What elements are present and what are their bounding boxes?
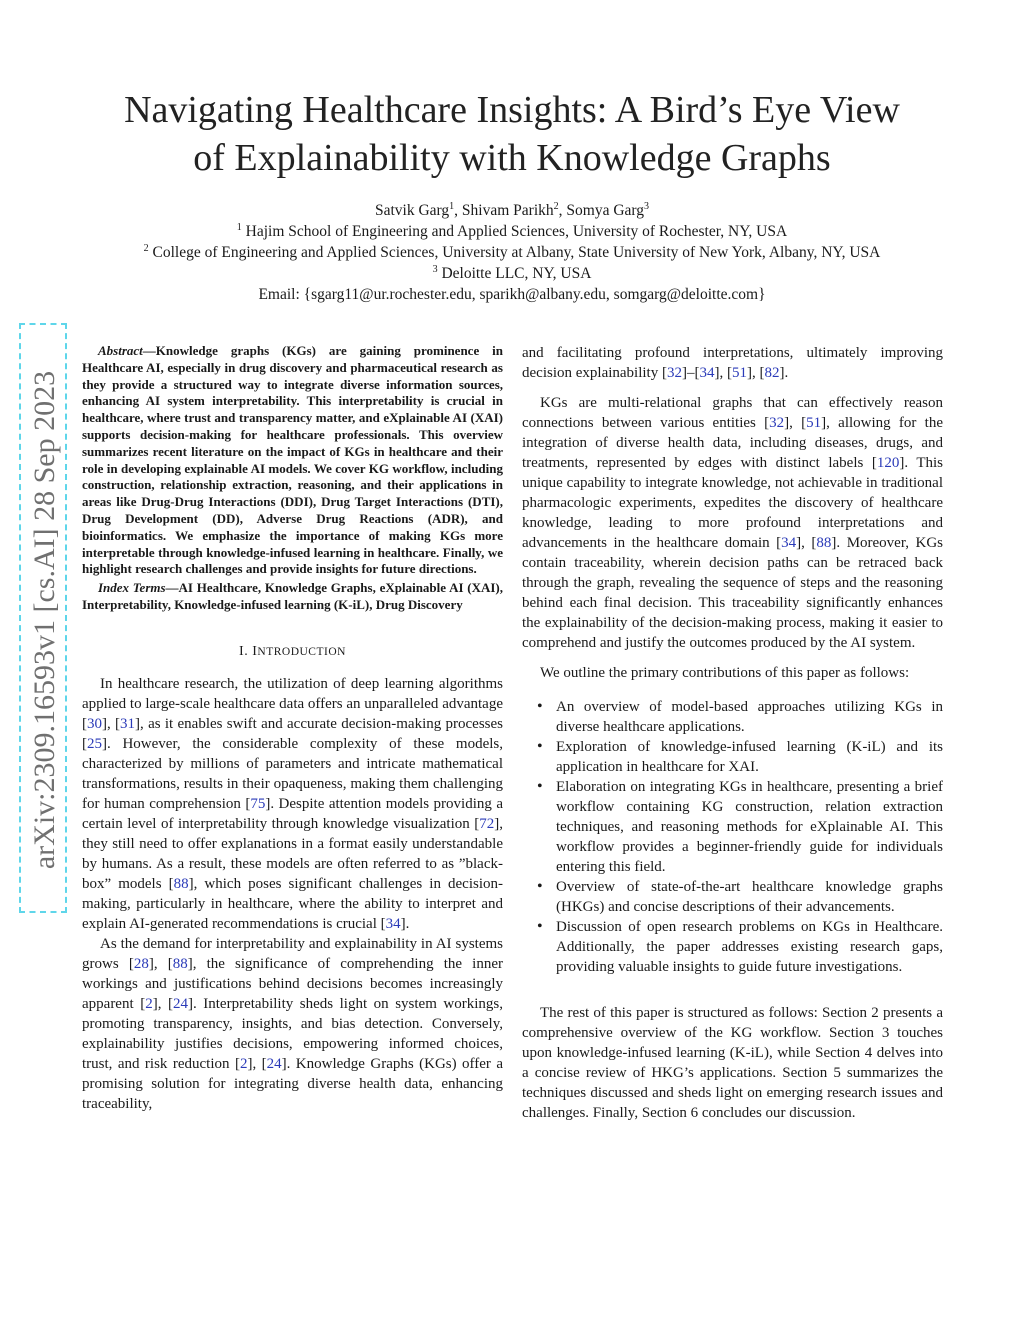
affiliation-text: College of Engineering and Applied Sciences, University at Albany, State University of New York, Albany, NY, USA (152, 244, 881, 261)
author-name: Satvik Garg (374, 202, 450, 219)
paper-title (60, 86, 964, 182)
citation-link[interactable]: 25 (87, 735, 102, 752)
text-run: , (801, 535, 812, 551)
index-terms-label: Index Terms (98, 580, 166, 596)
index-terms-text: —AI Healthcare, Knowledge Graphs, eXplainable AI (XAI), Interpretability, Knowledge-infused learning (K-iL), Drug Discovery (82, 580, 503, 612)
author-email: Email: {sgarg11@ur.rochester.edu, sparikh@albany.edu, somgarg@deloitte.com} (258, 286, 766, 303)
text-run: , (153, 955, 168, 972)
title-line-1: Navigating Healthcare Insights: A Bird’s Eye View (124, 89, 900, 131)
text-run: . Despite attention models providing a certain level of interpretability through knowledge visualization (82, 795, 503, 832)
section-title-rest: NTRODUCTION (257, 645, 346, 658)
text-run: , (107, 715, 116, 732)
section-heading-introduction (82, 642, 503, 662)
author-sup: 2 (553, 200, 559, 212)
text-run: , as it enables swift and accurate decision-making processes (140, 715, 504, 732)
author-name: Shivam Parikh (461, 202, 554, 219)
title-line-2: of Explainability with Knowledge Graphs (193, 137, 831, 179)
citation-link[interactable]: 51 (731, 365, 747, 381)
author-name: Somya Garg (566, 202, 645, 219)
right-paragraph-2: KGs are multi-relational graphs that can effectively reason connections between various entities [32], [51], allowing for the integration of diverse health data, including diseases, drugs, and treatments, represented by edges with distinct labels [120]. This unique capability to integrate knowledge, not achievable in traditional pharmacologic experiments, expedites the discovery of healthcare knowledge, leading to more profound interpretations and advancements in the healthcare domain [34], [88]. Moreover, KGs contain traceability, wherein decision paths can be retraced back through the graph, revealing the sequence of steps and the reasoning behind each final decision. This traceability significantly enhances the explainability of the decision-making process, making it easier to comprehend and justify the outcomes produced by the AI system. (522, 395, 943, 651)
citation-link[interactable]: 24 (266, 1055, 282, 1072)
text-run: . This unique capability to integrate knowledge, not achievable in traditional pharmacologic experiments, expedites the discovery of healthcare knowledge, leading to more profound interpretations and advancements in the healthcare domain (522, 455, 943, 551)
right-paragraph-1: and facilitating profound interpretations, ultimately improving decision explainability [32]–[34], [51], [82]. (522, 345, 943, 381)
affiliation-text: Hajim School of Engineering and Applied Sciences, University of Rochester, NY, USA (245, 223, 788, 240)
citation-link[interactable]: 51 (806, 415, 822, 431)
text-run: . However, the considerable complexity of these models, characterized by millions of parameters and intricate mathematical transformations, results in their opaqueness, making them challenging for human comprehension (82, 735, 503, 812)
list-item: • Overview of state-of-the-art healthcare knowledge graphs (HKGs) and concise descriptions of their advancements. (556, 877, 943, 917)
paper-structure-paragraph: The rest of this paper is structured as follows: Section 2 presents a comprehensive overview of the KG workflow. Section 3 touches upon knowledge-infused learning (K-iL), while Section 4 delves into a concise review of HKG’s applications. Section 5 summarizes the techniques discussed and sheds light on emerging research issues and challenges. Finally, Section 6 concludes our discussion. (522, 1005, 943, 1121)
section-number: I. (239, 643, 249, 659)
arxiv-sidebar[interactable] (19, 323, 67, 913)
text-run: . (784, 365, 789, 381)
citation-link[interactable]: 120 (876, 455, 900, 471)
text-run: – (686, 365, 695, 381)
citation-link[interactable]: 32 (769, 415, 785, 431)
citation-link[interactable]: 30 (87, 715, 102, 732)
citation-link[interactable]: 88 (816, 535, 832, 551)
text-run: . Interpretability sheds light on system workings, promoting transparency, insights, and bias detection. Conversely, explainability justifies decisions, empowering informed choices, trust, and risk reduction (82, 995, 504, 1072)
text-run: , (719, 365, 727, 381)
citation-link[interactable]: 2 (145, 995, 153, 1012)
affiliation-sup: 1 (236, 221, 242, 233)
citation-link[interactable]: 32 (666, 365, 682, 381)
citation-link[interactable]: 28 (133, 955, 149, 972)
citation-link[interactable]: 34 (699, 365, 715, 381)
intro-paragraph-2: As the demand for interpretability and explainability in AI systems grows [28], [88], the significance of comprehending the inner workings and justifications behind decisions becomes increasingly apparent [2], [24]. Interpretability sheds light on system workings, promoting transparency, insights, and bias detection. Conversely, explainability justifies decisions, empowering informed choices, trust, and risk reduction [2], [24]. Knowledge Graphs (KGs) offer a promising solution for integrating diverse health data, enhancing traceability, (82, 935, 504, 1112)
text-run: and facilitating profound interpretations, ultimately improving decision explainability (522, 345, 943, 381)
right-column (522, 343, 943, 1123)
text-run: , they still need to offer explanations in a format easily understandable by humans. As a result, these models are often referred to as ”black-box” models (82, 815, 503, 892)
citation-link[interactable]: 82 (764, 365, 780, 381)
abstract-label: Abstract (98, 343, 143, 358)
left-column (82, 343, 503, 1114)
text-run: , which poses significant challenges in decision-making, particularly in healthcare, where the ability to interpret and explain AI-generated recommendations is crucial (82, 875, 503, 932)
citation-link[interactable]: 31 (120, 715, 136, 732)
text-run: As the demand for interpretability and explainability in AI systems grows (82, 935, 503, 972)
text-run: , (157, 995, 168, 1012)
text-run: KGs are multi-relational graphs that can effectively reason connections between various entities (522, 395, 943, 431)
text-run: , allowing for the integration of diverse health data, including diseases, drugs, and treatments, represented by edges with distinct labels (522, 415, 943, 471)
index-terms (82, 580, 503, 614)
list-item: • Exploration of knowledge-infused learning (K-iL) and its application in healthcare for XAI. (556, 737, 943, 777)
intro-paragraph-1: In healthcare research, the utilization of deep learning algorithms applied to large-scale healthcare data offers an unparalleled advantage [30], [31], as it enables swift and accurate decision-making processes [25]. However, the considerable complexity of these models, characterized by millions of parameters and intricate mathematical transformations, results in their opaqueness, making them challenging for human comprehension [75]. Despite attention models providing a certain level of interpretability through knowledge visualization [72], they still need to offer explanations in a format easily understandable by humans. As a result, these models are often referred to as ”black-box” models [88], which poses significant challenges in decision-making, particularly in healthcare, where the ability to interpret and explain AI-generated recommendations is crucial [34]. (82, 675, 504, 932)
citation-link[interactable]: 24 (172, 995, 188, 1012)
affiliation-text: Deloitte LLC, NY, USA (441, 265, 592, 282)
citation-link[interactable]: 72 (479, 815, 495, 832)
list-item: • An overview of model-based approaches utilizing KGs in diverse healthcare applications. (556, 697, 943, 737)
citation-link[interactable]: 2 (239, 1055, 248, 1072)
contributions-list (522, 697, 943, 977)
citation-link[interactable]: 34 (781, 535, 797, 551)
text-run: . (405, 915, 410, 932)
author-sup: 1 (449, 200, 455, 212)
text-run: In healthcare research, the utilization of deep learning algorithms applied to large-scale healthcare data offers an unparalleled advantage (82, 675, 503, 712)
citation-link[interactable]: 34 (385, 915, 401, 932)
text-run: . Knowledge Graphs (KGs) offer a promising solution for integrating diverse health data, enhancing traceability, (82, 1055, 504, 1112)
contributions-intro: We outline the primary contributions of this paper as follows: (540, 665, 910, 681)
affiliation-1 (60, 221, 964, 242)
author-names: Satvik Garg$^1$, Shivam Parikh$^2$, Somya Garg$^3$ (374, 200, 650, 219)
affiliation-sup: 2 (143, 242, 149, 254)
citation-link[interactable]: 88 (172, 955, 188, 972)
text-run: , (252, 1055, 262, 1072)
author-sup: 3 (644, 200, 650, 212)
text-run: , (751, 365, 760, 381)
citation-link[interactable]: 88 (173, 875, 189, 892)
section-title-initial: I (252, 643, 258, 659)
citation-link[interactable]: 75 (250, 795, 266, 812)
list-item: • Elaboration on integrating KGs in healthcare, presenting a brief workflow containing KG construction, relation extraction techniques, and reasoning methods for eXplainable AI. This workflow provides a beginner-friendly guide for individuals entering this field. (556, 777, 943, 877)
text-run: . Moreover, KGs contain traceability, wherein decision paths can be retraced back through the graph, revealing the sequence of steps and the reasoning behind each final decision. This traceability significantly enhances the explainability of the decision-making process, making it easier to comprehend and justify the outcomes produced by the AI system. (522, 535, 943, 651)
abstract-text: —Knowledge graphs (KGs) are gaining prominence in Healthcare AI, especially in drug discovery and pharmaceutical research as they provide a structured way to integrate diverse information sources, enhancing AI system interpretability. This interpretability is crucial in healthcare, where trust and transparency matter, and eXplainable AI (XAI) supports decision-making for healthcare professionals. This overview summarizes recent literature on the impact of KGs in healthcare and their role in developing explainable AI models. We cover KG workflow, including construction, relationship extraction, reasoning, and their applications in areas like Drug-Drug Interactions (DDI), Drug Target Interactions (DTI), Drug Development (DD), Adverse Drug Reactions (ADR), and bioinformatics. We emphasize the importance of making KGs more interpretable through knowledge-infused learning in healthcare. Finally, we highlight research challenges and provide insights for future directions. (82, 343, 503, 577)
text-run: , (789, 415, 802, 431)
affiliation-sup: 3 (432, 263, 438, 275)
affiliation-2 (60, 242, 964, 263)
abstract (82, 343, 503, 578)
author-block (60, 200, 964, 305)
affiliation-3 (60, 263, 964, 284)
text-run: , the significance of comprehending the inner workings and justifications behind decisions becomes increasingly apparent (82, 955, 503, 1012)
list-item: • Discussion of open research problems on KGs in Healthcare. Additionally, the paper addresses existing research gaps, providing valuable insights to guide future investigations. (556, 917, 943, 977)
arxiv-identifier[interactable]: arXiv:2309.16593v1 [cs.AI] 28 Sep 2023 (28, 370, 61, 870)
